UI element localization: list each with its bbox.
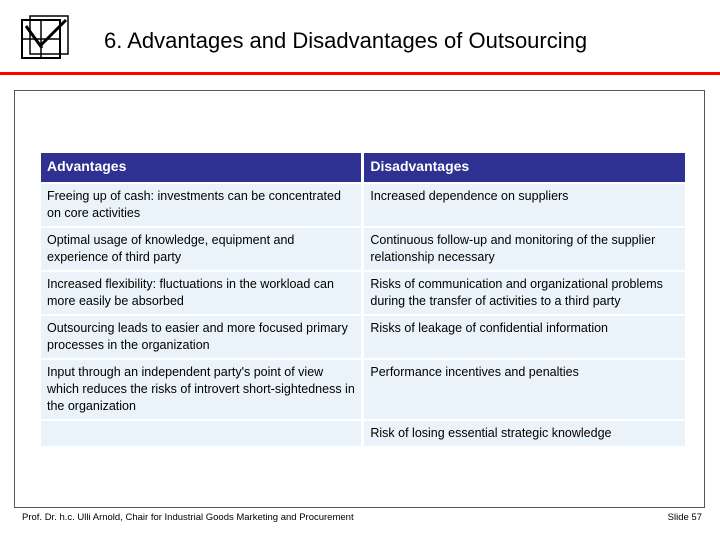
advantage-cell: Optimal usage of knowledge, equipment and experience of third party	[41, 228, 361, 270]
slide-title: 6. Advantages and Disadvantages of Outsourcing	[104, 28, 588, 53]
slide-number: Slide 57	[667, 512, 702, 523]
disadvantage-cell: Continuous follow-up and monitoring of the supplier relationship necessary	[364, 228, 685, 270]
disadvantage-cell: Increased dependence on suppliers	[364, 184, 685, 226]
title-divider	[0, 72, 720, 75]
table-row	[41, 184, 685, 226]
footer-author: Prof. Dr. h.c. Ulli Arnold, Chair for Industrial Goods Marketing and Procurement	[22, 512, 354, 523]
disadvantage-cell: Risk of losing essential strategic knowledge	[364, 421, 685, 446]
advantage-cell: Input through an independent party's point of view which reduces the risks of introvert short-sightedness in the organization	[41, 360, 361, 419]
header-disadvantages: Disadvantages	[364, 153, 685, 182]
checkbox-grid-logo-icon	[20, 14, 72, 66]
advantage-cell: Increased flexibility: fluctuations in the workload can more easily be absorbed	[41, 272, 361, 314]
table-row	[41, 272, 685, 314]
disadvantage-cell: Performance incentives and penalties	[364, 360, 685, 419]
table-row	[41, 316, 685, 358]
table-row	[41, 421, 685, 446]
advantage-cell: Outsourcing leads to easier and more focused primary processes in the organization	[41, 316, 361, 358]
table-row	[41, 360, 685, 419]
advantage-cell-empty	[41, 421, 361, 446]
advantage-cell: Freeing up of cash: investments can be concentrated on core activities	[41, 184, 361, 226]
header-advantages: Advantages	[41, 153, 361, 182]
disadvantage-cell: Risks of communication and organizational problems during the transfer of activities to a third party	[364, 272, 685, 314]
table-header-row	[41, 153, 685, 182]
advantages-disadvantages-table	[38, 151, 688, 448]
disadvantage-cell: Risks of leakage of confidential information	[364, 316, 685, 358]
table-row	[41, 228, 685, 270]
